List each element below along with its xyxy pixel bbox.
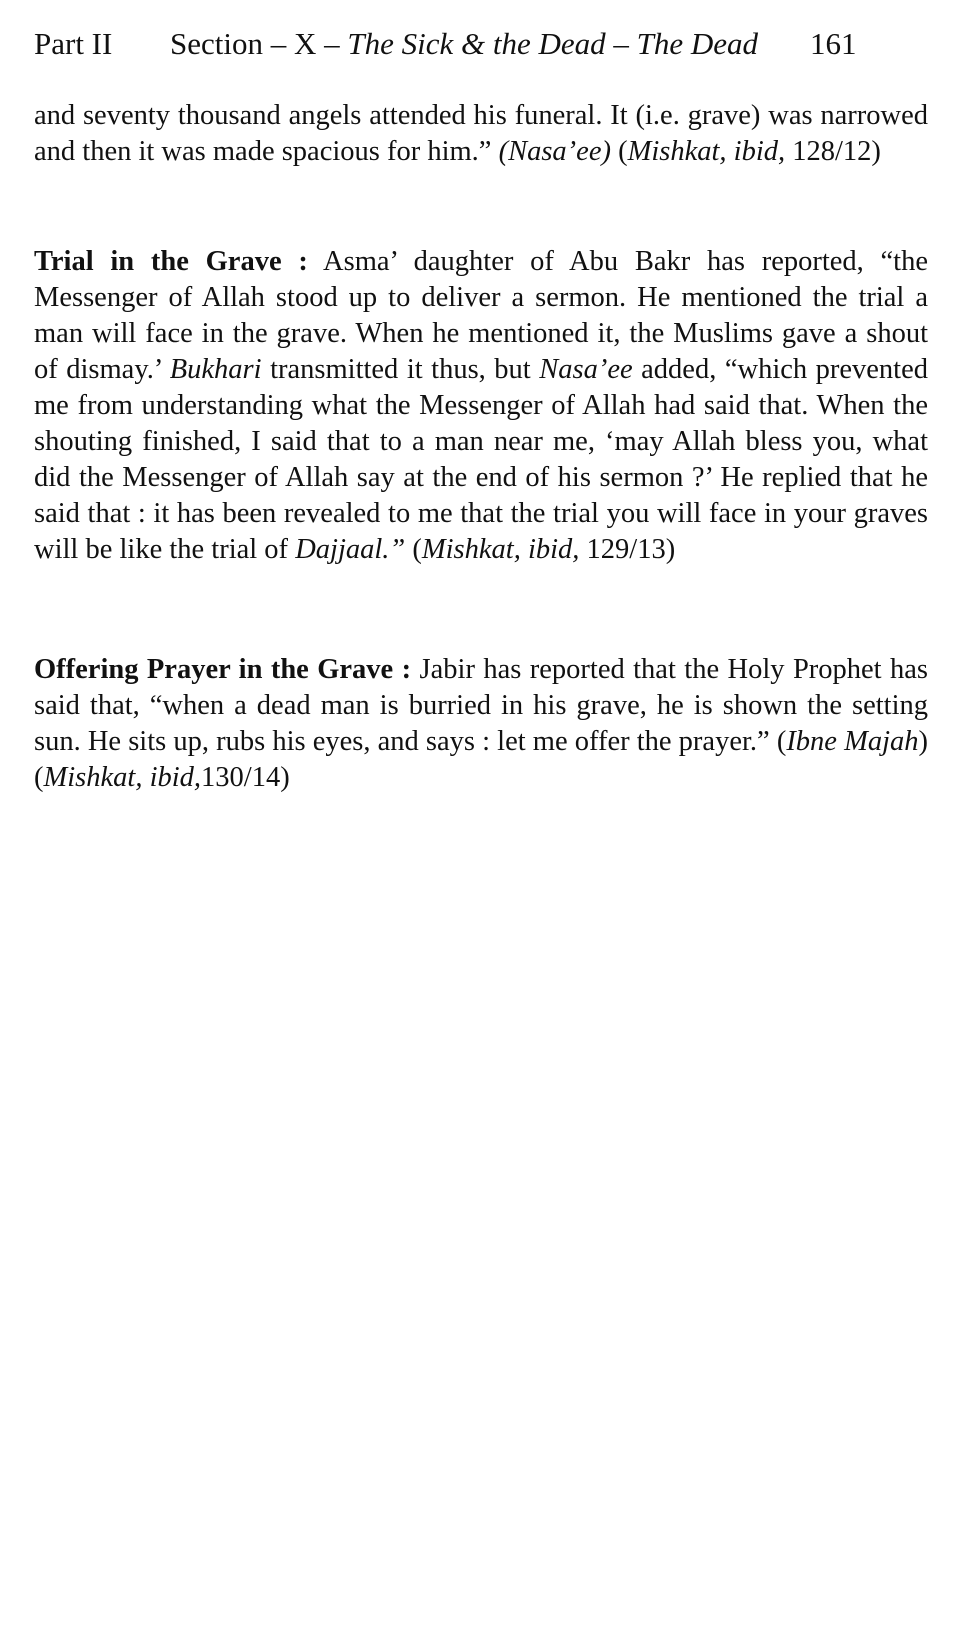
p3-source-mishkat: Mishkat, ibid, <box>43 762 202 793</box>
page-number: 161 <box>810 26 857 61</box>
p2-source-open: ( <box>405 534 422 565</box>
paragraph-continuation <box>34 98 928 170</box>
p3-source1-close: ) <box>918 726 928 757</box>
p3-source-ref: 130/14) <box>201 762 290 793</box>
p3-heading: Offering Prayer in the Grave : <box>34 654 412 685</box>
p2-text1: Asma’ daughter of Abu Bakr has reported, “the Messenger of Allah stood up to deliver a sermon. He mentioned the trial a man will face in the grave. When he mentioned it, the Muslims gave a shout of dismay.’ <box>34 246 928 385</box>
paragraph-trial-in-grave <box>34 244 928 568</box>
header-section-prefix: Section – X – <box>170 26 348 61</box>
header-part: Part II <box>34 26 113 61</box>
p2-text2: transmitted it thus, but <box>261 354 540 385</box>
p2-heading: Trial in the Grave : <box>34 246 308 277</box>
p2-source-mishkat: Mishkat, ibid, <box>421 534 580 565</box>
p2-bukhari: Bukhari <box>169 354 262 385</box>
p3-source1-open: ( <box>776 726 787 757</box>
p2-source-ref: 129/13) <box>579 534 676 565</box>
header-section-title: The Sick & the Dead – The Dead <box>347 26 759 61</box>
paragraph-prayer-in-grave <box>34 652 928 796</box>
p3-text1: Jabir has reported that the Holy Prophet has said that, “when a dead man is burried in his grave, he is shown the setting sun. He sits up, rubs his eyes, and says : let me offer the prayer.” <box>34 654 929 757</box>
p1-source-nasaee: (Nasa’ee) <box>498 136 611 167</box>
p3-source2-open: ( <box>34 762 44 793</box>
p2-nasaee: Nasa’ee <box>539 354 633 385</box>
p2-text3: added, “which prevented me from understanding what the Messenger of Allah had said that. When the shouting finished, I said that to a man near me, ‘may Allah bless you, what did the Messenger of Allah say at the end of his sermon ?’ He replied that he said that : it has been revealed to me that the trial you will face in your graves will be like the trial of <box>34 354 929 565</box>
p1-text: and seventy thousand angels attended his funeral. It (i.e. grave) was narrowed and then it was made spacious for him.” <box>34 100 928 167</box>
header-section <box>170 24 758 64</box>
p3-source-ibne-majah: Ibne Majah <box>786 726 919 757</box>
p1-source-ref: 128/12) <box>785 136 881 167</box>
p1-source2-open: ( <box>610 136 628 167</box>
p1-source-mishkat: Mishkat, ibid, <box>627 136 786 167</box>
p2-dajjaal: Dajjaal.” <box>295 534 406 565</box>
